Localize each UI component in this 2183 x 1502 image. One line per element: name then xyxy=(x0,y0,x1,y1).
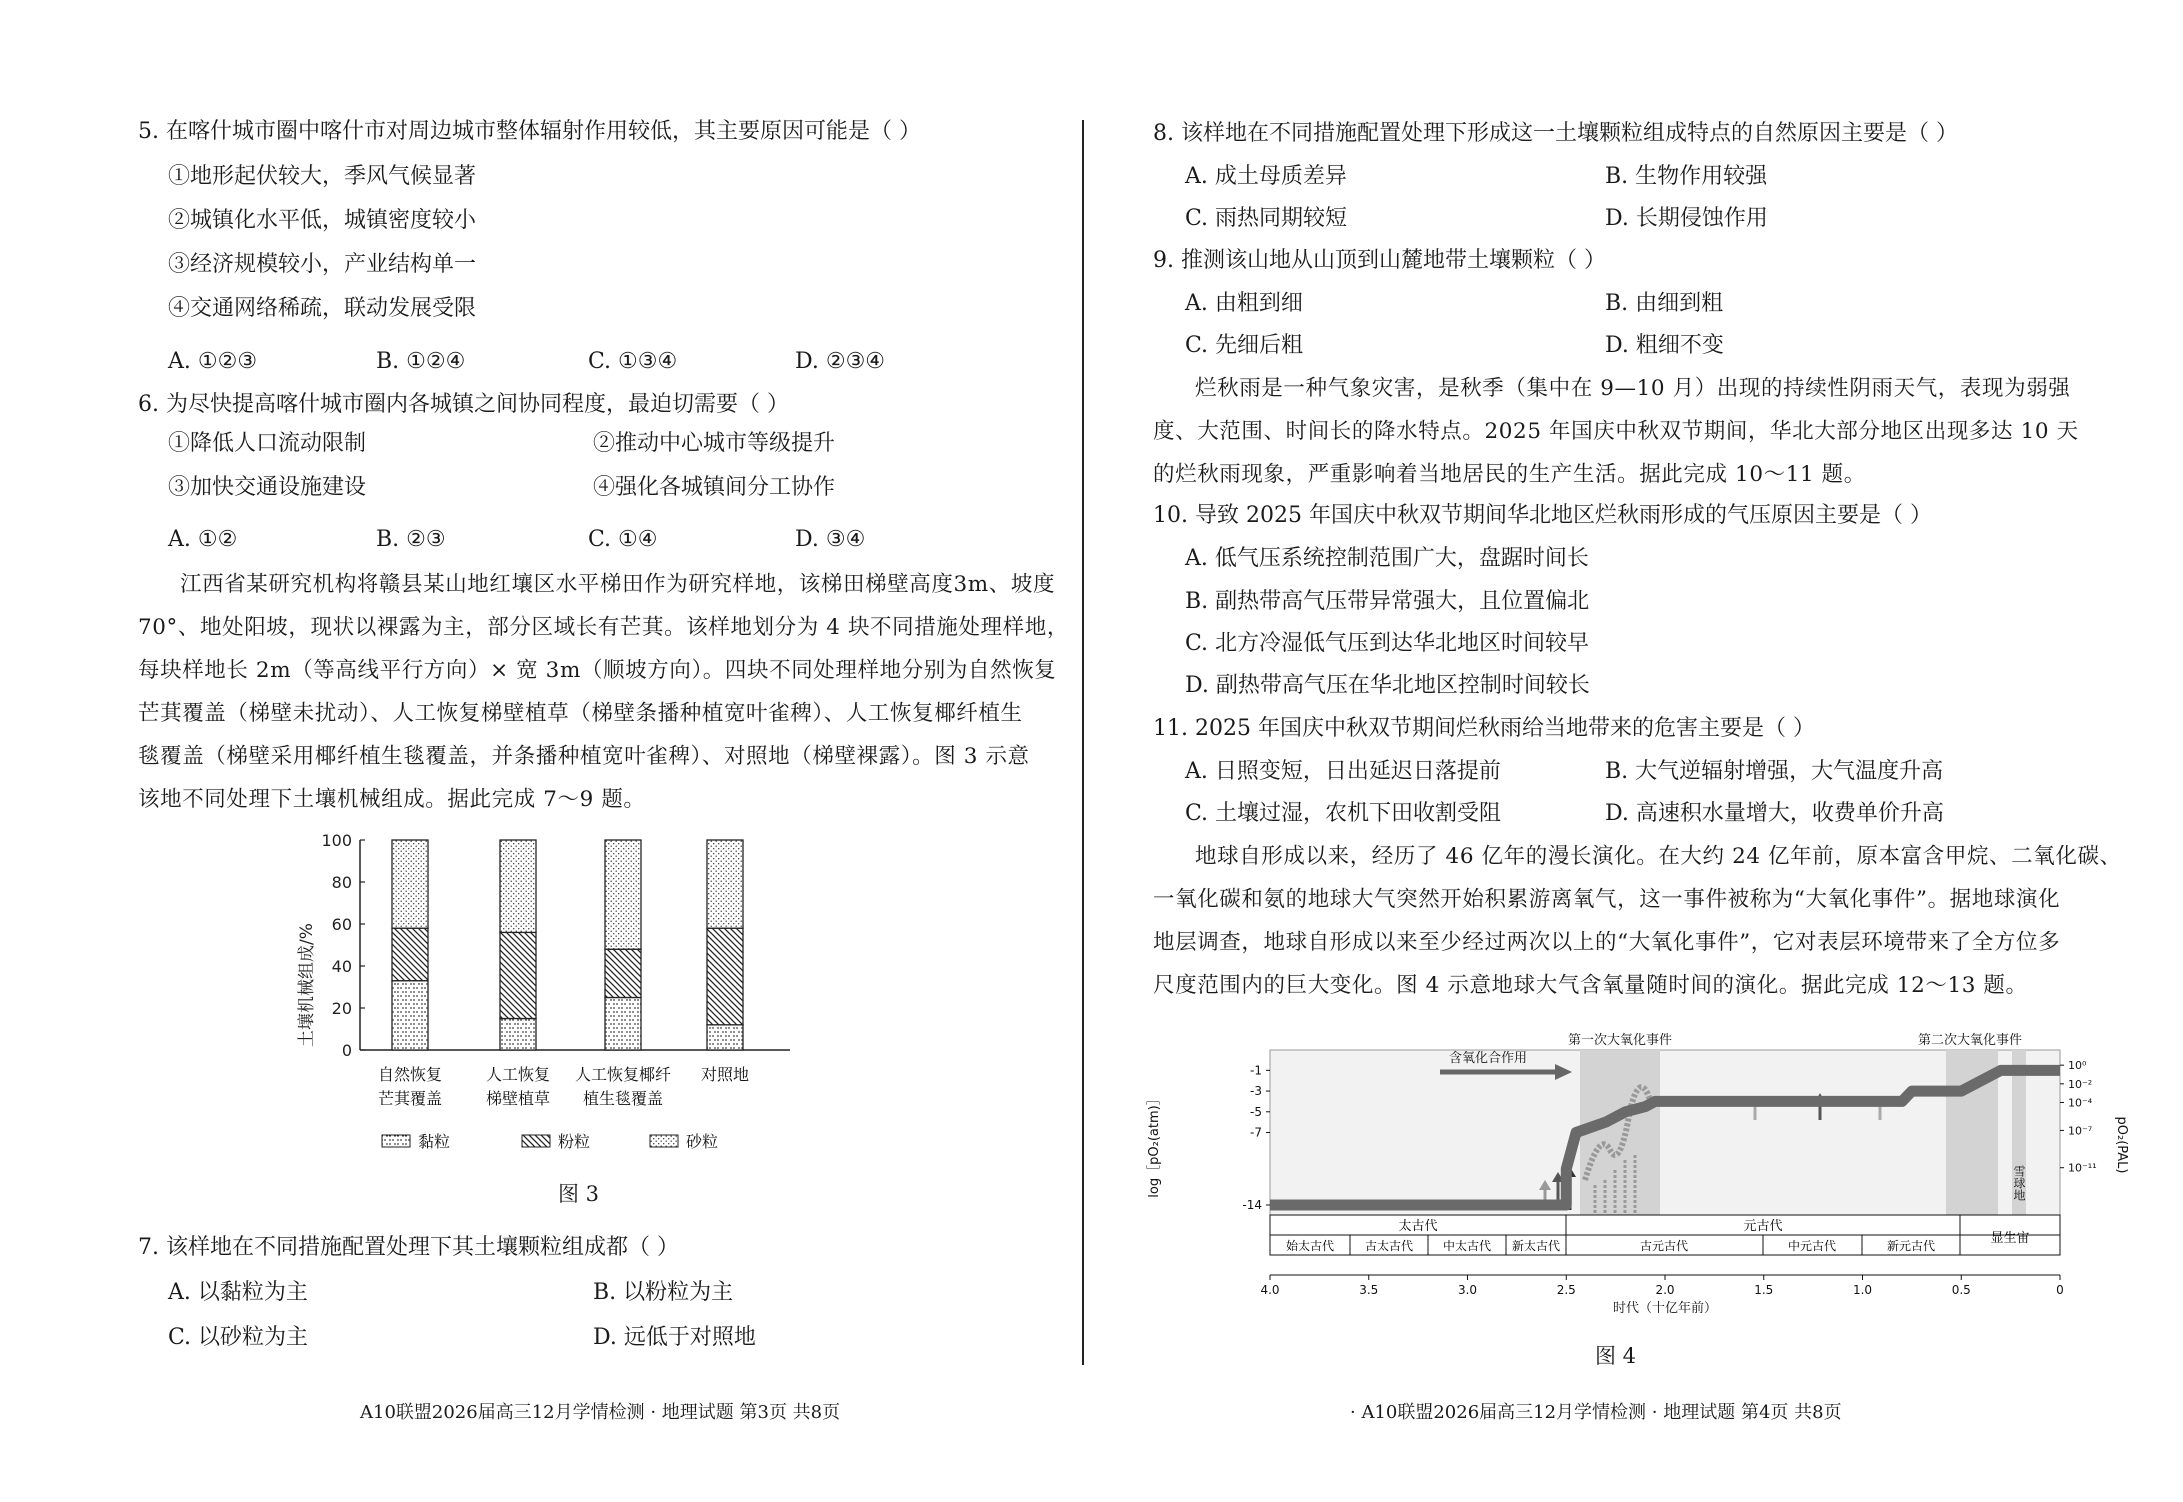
fig3-legend xyxy=(382,1132,718,1151)
fig3-ylabel: 土壤机械组成/% xyxy=(297,923,317,1047)
q7-option-d: D. 远低于对照地 xyxy=(593,1325,756,1350)
q10-option-b: B. 副热带高气压带异常强大，且位置偏北 xyxy=(1185,589,1590,614)
fig4-ylabel-left: log［pO₂(atm)］ xyxy=(1147,1092,1162,1198)
fig3-x-label: 人工恢复 xyxy=(485,1065,551,1084)
fig3-legend-swatch xyxy=(650,1135,678,1147)
right-page-footer: · A10联盟2026届高三12月学情检测 · 地理试题 第4页 共8页 xyxy=(1350,1402,1842,1423)
fig3-y-tick-label: 60 xyxy=(331,915,352,934)
q5-option-c: C. ①③④ xyxy=(588,349,678,374)
fig3-x-label: 人工恢复椰纤 xyxy=(574,1065,672,1084)
passage-line: 江西省某研究机构将赣县某山地红壤区水平梯田作为研究样地，该梯田梯壁高度3m、坡度 xyxy=(180,572,1056,597)
fig4-y-tick-label-right: 10⁰ xyxy=(2068,1059,2087,1073)
fig4-y-ticks-right xyxy=(2060,1059,2097,1175)
fig3-y-tick-label: 100 xyxy=(321,831,352,850)
fig4-era: 古太古代 xyxy=(1364,1239,1414,1253)
q10-option-a: A. 低气压系统控制范围广大，盘踞时间长 xyxy=(1185,546,1589,571)
fig4-event1-label: 第一次大氧化事件 xyxy=(1567,1033,1673,1048)
fig4-eon: 太古代 xyxy=(1398,1219,1438,1234)
fig3-x-label: 芒萁覆盖 xyxy=(377,1089,443,1108)
fig4-timescale xyxy=(1270,1215,2060,1255)
fig3-bar-segment xyxy=(500,1019,536,1051)
fig3-legend-label: 黏粒 xyxy=(418,1132,451,1151)
q8-option-a: A. 成土母质差异 xyxy=(1185,164,1347,189)
q5-item-1: ①地形起伏较大，季风气候显著 xyxy=(168,164,477,189)
q10-option-c: C. 北方冷湿低气压到达华北地区时间较早 xyxy=(1185,631,1590,656)
fig3-y-tick-label: 0 xyxy=(341,1041,352,1060)
left-page xyxy=(0,0,1085,1502)
fig4-era: 中太古代 xyxy=(1442,1239,1492,1253)
fig3-y-tick-label: 80 xyxy=(331,873,352,892)
q5-option-b: B. ①②④ xyxy=(376,349,466,374)
passage-7-9 xyxy=(138,563,1069,821)
fig3-bars xyxy=(392,840,743,1050)
fig3-bar-segment xyxy=(500,932,536,1018)
figure-3-stacked-bar-chart xyxy=(290,830,810,1160)
passage-line: 毯覆盖（梯壁采用椰纤植生毯覆盖，并条播种植宽叶雀稗）、对照地（梯壁裸露）。图 3 示意 xyxy=(138,744,1030,769)
fig4-snowball-band xyxy=(2012,1050,2026,1235)
page-divider xyxy=(1082,120,1084,1365)
q6-option-d: D. ③④ xyxy=(795,527,866,552)
fig3-x-label: 植生毯覆盖 xyxy=(582,1089,664,1108)
fig3-bar-segment xyxy=(392,981,428,1050)
q5-item-4: ④交通网络稀疏，联动发展受限 xyxy=(168,296,477,321)
q6-option-b: B. ②③ xyxy=(376,527,446,552)
q11-option-a: A. 日照变短，日出延迟日落提前 xyxy=(1185,759,1501,784)
fig4-y-tick-label-right: 10⁻⁷ xyxy=(2068,1124,2093,1138)
fig3-legend-swatch xyxy=(522,1135,550,1147)
passage-line: 70°、地处阳坡，现状以裸露为主，部分区域长有芒萁。该样地划分为 4 块不同措施处理样地， xyxy=(138,615,1069,640)
passage-line: 芒萁覆盖（梯壁未扰动）、人工恢复梯壁植草（梯壁条播种植宽叶雀稗）、人工恢复椰纤植生 xyxy=(138,701,1023,726)
q8-stem: 8. 该样地在不同措施配置处理下形成这一土壤颗粒组成特点的自然原因主要是（ ） xyxy=(1153,121,1958,146)
fig4-y-tick-label-left: -3 xyxy=(1250,1084,1262,1099)
fig3-legend-swatch xyxy=(382,1135,410,1147)
passage-line: 尺度范围内的巨大变化。图 4 示意地球大气含氧量随时间的演化。据此完成 12～13 题。 xyxy=(1153,973,2028,998)
q5-option-a: A. ①②③ xyxy=(168,349,258,374)
fig4-y-tick-label-left: -14 xyxy=(1242,1198,1262,1212)
fig3-y-tick-label: 40 xyxy=(331,957,352,976)
passage-line: 每块样地长 2m（等高线平行方向）× 宽 3m（顺坡方向）。四块不同处理样地分别为自然恢复 xyxy=(138,658,1057,683)
fig3-bar-segment xyxy=(707,1025,743,1050)
right-page xyxy=(1085,0,2183,1502)
q11-option-c: C. 土壤过湿，农机下田收割受阻 xyxy=(1185,801,1502,826)
fig4-y-tick-label-right: 10⁻¹¹ xyxy=(2068,1161,2097,1175)
fig4-y-tick-label-left: -7 xyxy=(1250,1125,1262,1140)
q6-option-c: C. ①④ xyxy=(588,527,658,552)
q6-stem: 6. 为尽快提高喀什城市圈内各城镇之间协同程度，最迫切需要（ ） xyxy=(138,392,789,417)
passage-10-11 xyxy=(1153,367,2113,496)
fig4-era: 中元古代 xyxy=(1787,1239,1837,1253)
figure-4-caption: 图 4 xyxy=(1595,1344,1637,1368)
q7-option-a: A. 以黏粒为主 xyxy=(168,1280,308,1305)
fig4-arrow-label: 含氧化合作用 xyxy=(1448,1051,1528,1066)
passage-line: 该地不同处理下土壤机械组成。据此完成 7～9 题。 xyxy=(138,787,646,812)
q5-stem: 5. 在喀什城市圈中喀什市对周边城市整体辐射作用较低，其主要原因可能是（ ） xyxy=(138,119,921,144)
passage-line: 烂秋雨是一种气象灾害，是秋季（集中在 9—10 月）出现的持续性阴雨天气，表现为弱强 xyxy=(1195,376,2071,401)
fig4-y-tick-label-left: -5 xyxy=(1250,1104,1262,1119)
fig3-bar-segment xyxy=(605,998,641,1051)
fig4-era: 新太古代 xyxy=(1511,1239,1561,1253)
q7-stem: 7. 该样地在不同措施配置处理下其土壤颗粒组成都（ ） xyxy=(138,1235,679,1260)
fig4-x-tick-label: 2.0 xyxy=(1655,1283,1675,1297)
fig3-bar-segment xyxy=(605,840,641,949)
q8-option-d: D. 长期侵蚀作用 xyxy=(1605,206,1768,231)
fig4-eon: 元古代 xyxy=(1743,1219,1783,1234)
q9-option-b: B. 由细到粗 xyxy=(1605,291,1724,316)
passage-line: 度、大范围、时间长的降水特点。2025 年国庆中秋双节期间，华北大部分地区出现多达 10 天 xyxy=(1153,419,2079,444)
fig4-x-tick-label: 4.0 xyxy=(1260,1283,1280,1297)
fig4-x-tick-label: 0 xyxy=(2056,1283,2064,1297)
fig3-legend-label: 粉粒 xyxy=(558,1132,591,1151)
q8-option-b: B. 生物作用较强 xyxy=(1605,164,1768,189)
fig3-x-label: 自然恢复 xyxy=(377,1065,443,1084)
fig4-x-ticks xyxy=(1260,1275,2063,1297)
q6-option-a: A. ①② xyxy=(168,527,238,552)
passage-line: 地球自形成以来，经历了 46 亿年的漫长演化。在大约 24 亿年前，原本富含甲烷、二氧化碳、 xyxy=(1195,844,2122,869)
fig4-snowball-label: 雪球地 xyxy=(2012,1165,2026,1201)
fig3-bar-segment xyxy=(392,928,428,981)
left-page-footer: A10联盟2026届高三12月学情检测 · 地理试题 第3页 共8页 xyxy=(360,1402,841,1423)
fig3-bar-segment xyxy=(392,840,428,928)
fig3-x-label: 对照地 xyxy=(700,1065,750,1084)
fig4-era: 古元古代 xyxy=(1639,1239,1689,1253)
q5-item-3: ③经济规模较小，产业结构单一 xyxy=(168,252,477,277)
fig4-eon-row xyxy=(1270,1215,2060,1235)
q5-option-d: D. ②③④ xyxy=(795,349,886,374)
q10-option-d: D. 副热带高气压在华北地区控制时间较长 xyxy=(1185,673,1590,698)
fig4-era: 新元古代 xyxy=(1886,1239,1936,1253)
q9-option-c: C. 先细后粗 xyxy=(1185,333,1304,358)
fig3-bar-segment xyxy=(500,840,536,932)
q6-item-2: ②推动中心城市等级提升 xyxy=(593,431,836,456)
passage-line: 的烂秋雨现象，严重影响着当地居民的生产生活。据此完成 10～11 题。 xyxy=(1153,462,1866,487)
q8-option-c: C. 雨热同期较短 xyxy=(1185,206,1348,231)
q7-option-c: C. 以砂粒为主 xyxy=(168,1325,309,1350)
fig3-bar-segment xyxy=(707,928,743,1025)
q11-option-d: D. 高速积水量增大，收费单价升高 xyxy=(1605,801,1944,826)
q6-item-1: ①降低人口流动限制 xyxy=(168,431,367,456)
fig4-x-tick-label: 2.5 xyxy=(1556,1283,1576,1297)
fig3-x-labels xyxy=(378,1065,749,1108)
fig4-x-tick-label: 1.5 xyxy=(1754,1283,1774,1297)
fig3-legend-label: 砂粒 xyxy=(686,1132,719,1151)
fig4-y-tick-label-left: -1 xyxy=(1250,1063,1262,1078)
q11-option-b: B. 大气逆辐射增强，大气温度升高 xyxy=(1605,759,1944,784)
fig3-bar-segment xyxy=(707,840,743,928)
fig3-x-label: 梯壁植草 xyxy=(485,1089,551,1108)
figure-3-caption: 图 3 xyxy=(558,1182,600,1206)
q9-option-d: D. 粗细不变 xyxy=(1605,333,1724,358)
fig4-y-tick-label-right: 10⁻⁴ xyxy=(2068,1096,2093,1110)
q6-item-4: ④强化各城镇间分工协作 xyxy=(593,475,836,500)
fig4-y-tick-label-right: 10⁻² xyxy=(2068,1077,2093,1091)
fig4-x-tick-label: 1.0 xyxy=(1852,1283,1873,1297)
q7-option-b: B. 以粉粒为主 xyxy=(593,1280,734,1305)
passage-12-13 xyxy=(1153,835,2122,1007)
passage-line: 一氧化碳和氨的地球大气突然开始积累游离氧气，这一事件被称为“大氧化事件”。据地球演化 xyxy=(1153,887,2061,912)
fig3-bar-segment xyxy=(605,949,641,997)
fig4-ylabel-right: pO₂(PAL) xyxy=(2114,1116,2129,1174)
fig4-x-tick-label: 0.5 xyxy=(1951,1283,1971,1297)
q9-stem: 9. 推测该山地从山顶到山麓地带土壤颗粒（ ） xyxy=(1153,248,1606,273)
fig4-event2-label: 第二次大氧化事件 xyxy=(1917,1033,2023,1048)
q5-item-2: ②城镇化水平低，城镇密度较小 xyxy=(168,208,477,233)
fig4-xlabel: 时代（十亿年前） xyxy=(1612,1301,1718,1316)
q6-item-3: ③加快交通设施建设 xyxy=(168,475,367,500)
q11-stem: 11. 2025 年国庆中秋双节期间烂秋雨给当地带来的危害主要是（ ） xyxy=(1153,716,1815,741)
fig4-x-tick-label: 3.0 xyxy=(1457,1283,1478,1297)
q9-option-a: A. 由粗到细 xyxy=(1185,291,1303,316)
fig4-eon: 显生宙 xyxy=(1990,1231,2030,1246)
fig4-y-ticks-left xyxy=(1242,1063,1270,1212)
fig4-era: 始太古代 xyxy=(1285,1239,1335,1253)
fig3-y-tick-label: 20 xyxy=(331,999,352,1018)
fig4-x-tick-label: 3.5 xyxy=(1359,1283,1379,1297)
figure-4-oxygen-evolution-chart xyxy=(1140,1030,2130,1320)
q10-stem: 10. 导致 2025 年国庆中秋双节期间华北地区烂秋雨形成的气压原因主要是（ ） xyxy=(1153,503,1932,528)
passage-line: 地层调查，地球自形成以来至少经过两次以上的“大氧化事件”，它对表层环境带来了全方位多 xyxy=(1153,930,2061,955)
